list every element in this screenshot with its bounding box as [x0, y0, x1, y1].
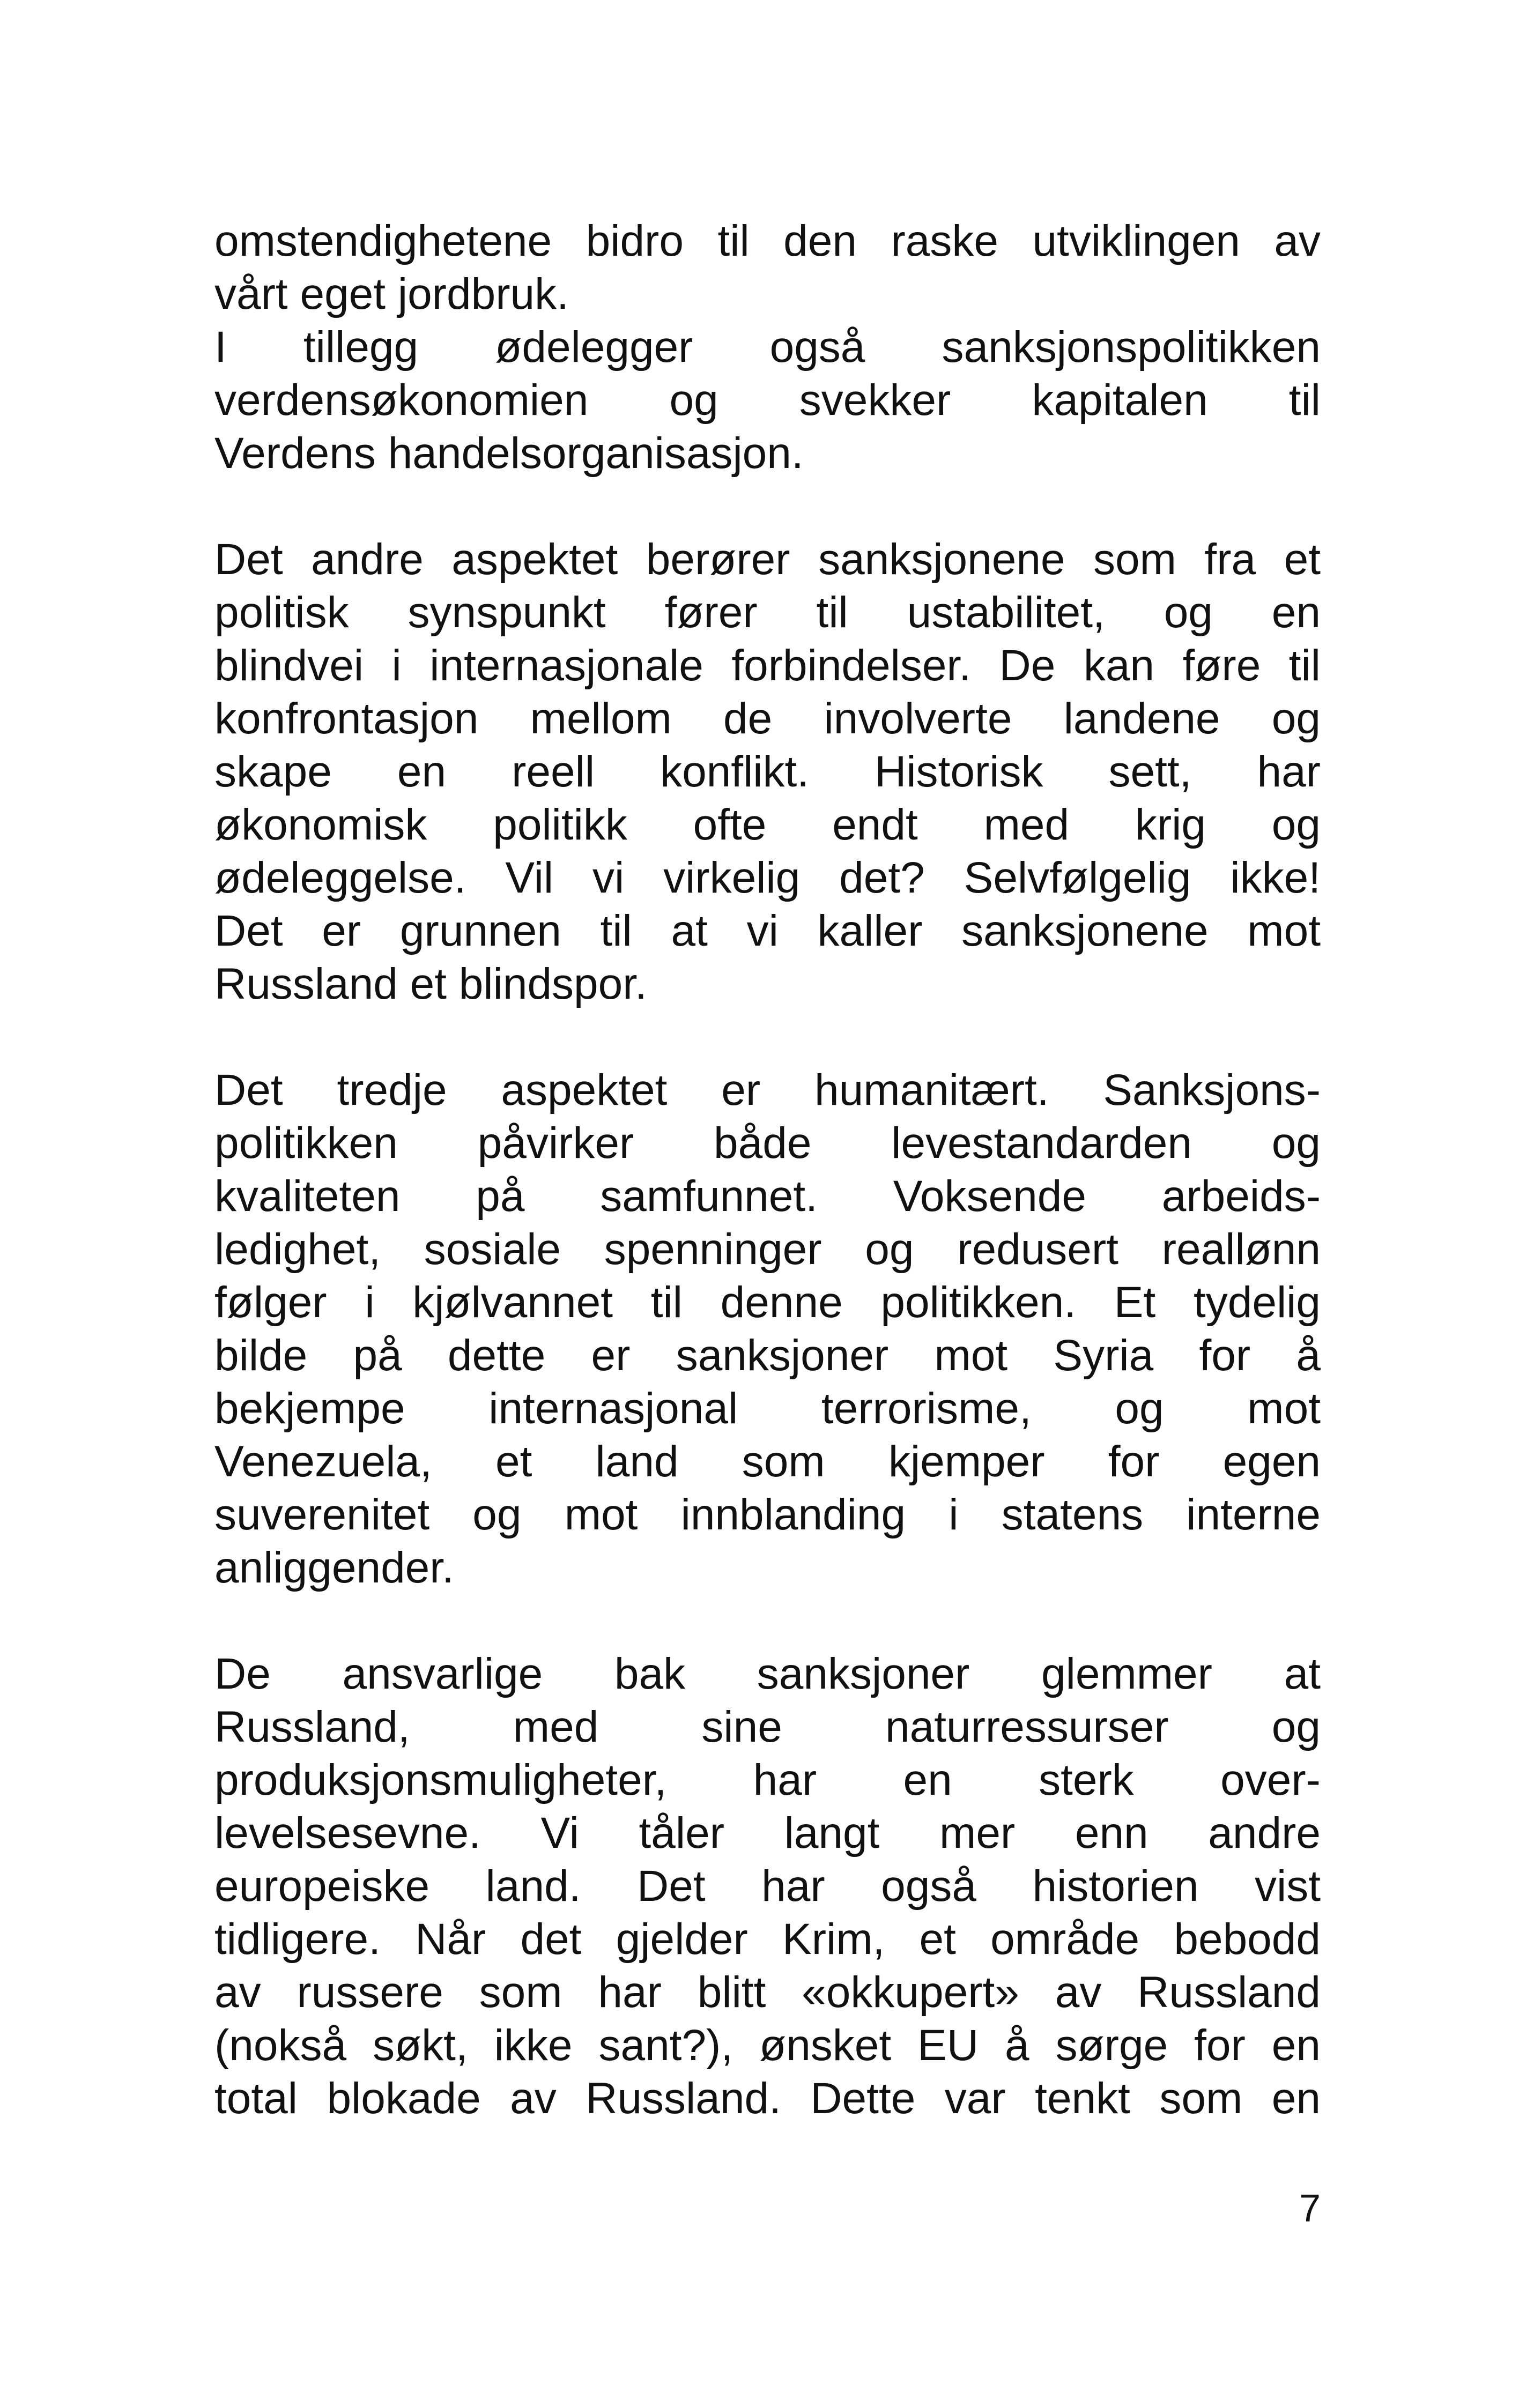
paragraph-gap	[214, 480, 1321, 533]
text-line: bilde på dette er sanksjoner mot Syria for å	[214, 1331, 1321, 1380]
text-line: blindvei i internasjonale forbindelser. De kan føre til	[214, 641, 1321, 690]
text-line: Verdens handelsorganisasjon.	[214, 429, 804, 478]
paragraph-gap	[214, 1594, 1321, 1647]
text-line: kvaliteten på samfunnet. Voksende arbeids-	[214, 1172, 1321, 1221]
text-line: Det tredje aspektet er humanitært. Sanksjons-	[214, 1066, 1321, 1114]
text-line: politikken påvirker både levestandarden og	[214, 1119, 1321, 1168]
text-line: Russland et blindspor.	[214, 960, 647, 1008]
text-line: bekjempe internasjonal terrorisme, og mot	[214, 1384, 1321, 1433]
text-line: av russere som har blitt «okkupert» av Russland	[214, 1968, 1321, 2017]
text-line: I tillegg ødelegger også sanksjonspolitikken	[214, 323, 1321, 371]
text-line: total blokade av Russland. Dette var tenkt som en	[214, 2074, 1321, 2123]
text-line: ledighet, sosiale spenninger og redusert reallønn	[214, 1225, 1321, 1274]
text-line: ødeleggelse. Vil vi virkelig det? Selvfølgelig ikke!	[214, 853, 1321, 902]
text-line: Det andre aspektet berører sanksjonene som fra et	[214, 535, 1321, 584]
text-line: følger i kjølvannet til denne politikken. Et tydelig	[214, 1278, 1321, 1327]
text-line: (nokså søkt, ikke sant?), ønsket EU å sørge for en	[214, 2021, 1321, 2070]
body-text	[214, 214, 1321, 2125]
paragraph-gap	[214, 1010, 1321, 1064]
text-line: vårt eget jordbruk.	[214, 270, 569, 318]
text-line: anliggender.	[214, 1543, 454, 1592]
text-line: Russland, med sine naturressurser og	[214, 1703, 1321, 1751]
text-line: økonomisk politikk ofte endt med krig og	[214, 800, 1321, 849]
text-line: konfrontasjon mellom de involverte landene og	[214, 694, 1321, 743]
text-line: suverenitet og mot innblanding i statens interne	[214, 1490, 1321, 1539]
page-number: 7	[1299, 2187, 1321, 2230]
text-line: skape en reell konflikt. Historisk sett, har	[214, 747, 1321, 796]
text-line: produksjonsmuligheter, har en sterk over-	[214, 1756, 1321, 1804]
text-line: verdensøkonomien og svekker kapitalen til	[214, 376, 1321, 425]
text-line: levelsesevne. Vi tåler langt mer enn andre	[214, 1809, 1321, 1857]
text-line: europeiske land. Det har også historien vist	[214, 1862, 1321, 1911]
text-line: Det er grunnen til at vi kaller sanksjonene mot	[214, 906, 1321, 955]
text-line: De ansvarlige bak sanksjoner glemmer at	[214, 1649, 1321, 1698]
text-line: politisk synspunkt fører til ustabilitet, og en	[214, 588, 1321, 637]
text-line: Venezuela, et land som kjemper for egen	[214, 1437, 1321, 1486]
text-line: omstendighetene bidro til den raske utviklingen av	[214, 217, 1321, 265]
text-line: tidligere. Når det gjelder Krim, et område bebodd	[214, 1915, 1321, 1964]
